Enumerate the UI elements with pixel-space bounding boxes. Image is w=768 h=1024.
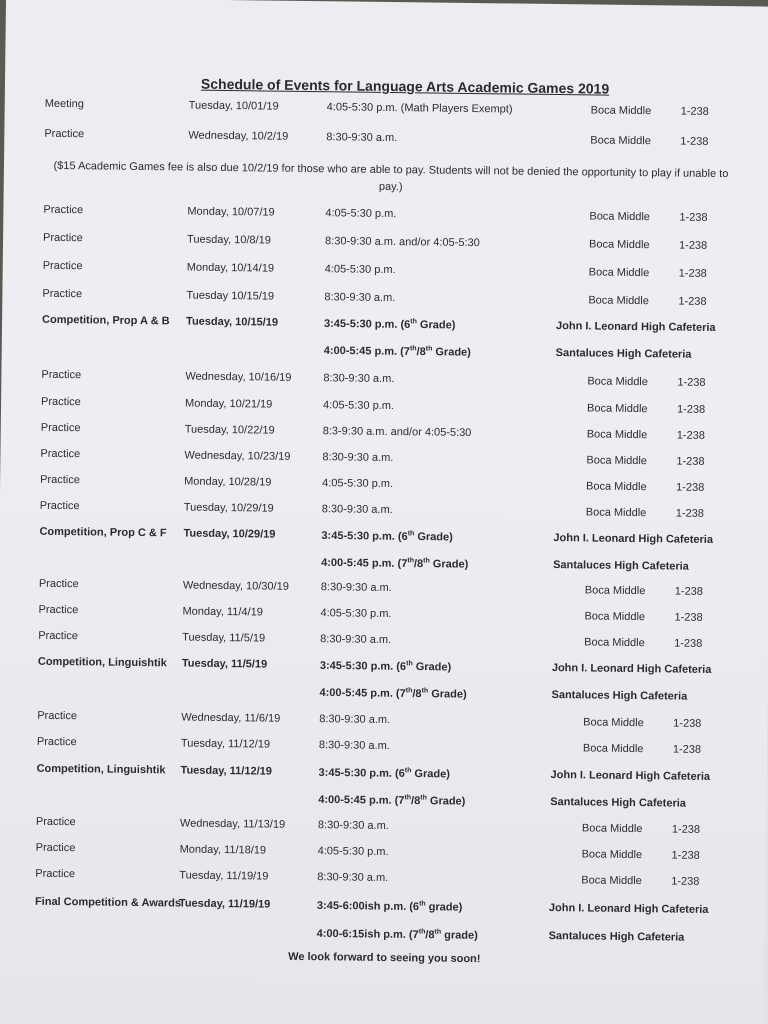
event-type: Practice	[35, 841, 76, 855]
event-room: 1-238	[676, 429, 705, 442]
event-time: 4:05-5:30 p.m. (Math Players Exempt)	[326, 101, 513, 116]
event-type: Practice	[42, 259, 83, 273]
event-venue: Santaluces High Cafeteria	[548, 929, 685, 944]
event-venue: Santaluces High Cafeteria	[553, 559, 689, 573]
event-location: Boca Middle	[590, 104, 652, 118]
event-venue: John I. Leonard High Cafeteria	[551, 662, 712, 676]
event-time: 8:30-9:30 a.m.	[322, 451, 394, 465]
event-time: 8:30-9:30 a.m.	[323, 372, 395, 386]
event-type: Final Competition & Awards	[34, 895, 182, 910]
event-type: Practice	[38, 629, 79, 643]
event-date: Tuesday, 11/19/19	[178, 897, 271, 911]
event-room: 1-238	[679, 211, 708, 224]
event-room: 1-238	[680, 135, 709, 148]
schedule-row	[1, 368, 761, 399]
event-date: Tuesday, 10/29/19	[183, 501, 274, 515]
event-room: 1-238	[674, 611, 703, 624]
event-date: Wednesday, 10/16/19	[185, 370, 292, 384]
event-type: Competition, Linguishtik	[36, 762, 166, 777]
event-time: 4:05-5:30 p.m.	[317, 845, 389, 859]
schedule-row	[2, 340, 762, 371]
event-room: 1-238	[676, 481, 705, 494]
event-location: Boca Middle	[586, 480, 647, 494]
event-date: Tuesday, 10/8/19	[187, 233, 271, 247]
event-venue: Santaluces High Cafeteria	[555, 347, 692, 361]
schedule-row	[2, 313, 762, 344]
event-date: Tuesday, 10/22/19	[184, 423, 275, 437]
event-date: Monday, 11/4/19	[182, 605, 263, 619]
event-type: Practice	[40, 473, 80, 487]
schedule-row	[0, 895, 755, 926]
event-location: Boca Middle	[588, 238, 650, 252]
event-location: Boca Middle	[587, 375, 648, 389]
event-type: Competition, Prop C & F	[39, 525, 167, 540]
event-room: 1-238	[671, 875, 700, 888]
event-time: 8:30-9:30 a.m.	[317, 871, 389, 885]
event-date: Tuesday, 10/15/19	[186, 315, 279, 329]
event-location: Boca Middle	[588, 294, 649, 308]
event-time: 8:30-9:30 a.m.	[326, 131, 398, 145]
event-type: Practice	[38, 603, 79, 617]
event-room: 1-238	[672, 743, 702, 756]
event-date: Monday, 11/18/19	[179, 843, 267, 857]
event-location: Boca Middle	[582, 742, 644, 756]
event-time: 8:30-9:30 a.m.	[319, 713, 391, 727]
schedule-row	[0, 735, 757, 766]
event-room: 1-238	[675, 507, 704, 520]
event-room: 1-238	[677, 376, 706, 389]
event-room: 1-238	[673, 717, 702, 730]
event-room: 1-238	[678, 239, 708, 252]
event-type: Practice	[36, 735, 77, 749]
event-type: Practice	[43, 203, 84, 217]
event-date: Tuesday 10/15/19	[186, 289, 275, 303]
event-room: 1-238	[678, 295, 707, 308]
event-date: Wednesday, 10/2/19	[188, 129, 289, 143]
schedule-row	[3, 231, 763, 262]
event-type: Practice	[44, 127, 85, 141]
event-location: Boca Middle	[581, 822, 643, 836]
closing-line: We look forward to seeing you soon!	[288, 950, 481, 966]
event-location: Boca Middle	[584, 610, 646, 624]
event-time: 8:30-9:30 a.m.	[320, 633, 392, 647]
event-time: 3:45-5:30 p.m. (6th Grade)	[319, 659, 452, 674]
event-type: Practice	[40, 421, 81, 435]
event-date: Monday, 10/07/19	[187, 205, 275, 219]
event-time: 4:05-5:30 p.m.	[324, 263, 396, 277]
event-date: Tuesday, 11/5/19	[181, 657, 268, 671]
event-time: 8:30-9:30 a.m.	[324, 291, 396, 305]
event-location: Boca Middle	[589, 210, 651, 224]
event-time: 8:30-9:30 a.m.	[320, 581, 392, 595]
event-room: 1-238	[676, 455, 705, 468]
event-time: 3:45-5:30 p.m. (6th Grade)	[318, 766, 450, 781]
fee-note: ($15 Academic Games fee is also due 10/2/19 for those who are able to pay. Students will not be denied the opportunity to play if unable to pay.)	[53, 159, 729, 194]
event-date: Wednesday, 11/6/19	[181, 711, 281, 725]
event-room: 1-238	[671, 849, 700, 862]
event-venue: John I. Leonard High Cafeteria	[550, 769, 711, 783]
event-time: 3:45-5:30 p.m. (6th Grade)	[321, 529, 453, 544]
event-type: Practice	[35, 815, 76, 829]
event-location: Boca Middle	[584, 636, 645, 650]
event-date: Tuesday, 11/19/19	[179, 869, 269, 883]
event-date: Wednesday, 11/13/19	[179, 817, 286, 831]
event-time: 4:05-5:30 p.m.	[322, 399, 395, 413]
event-time: 4:00-5:45 p.m. (7th/8th Grade)	[319, 686, 467, 701]
event-location: Boca Middle	[586, 428, 648, 442]
event-location: Boca Middle	[586, 402, 648, 416]
schedule-row	[5, 97, 765, 128]
event-date: Wednesday, 10/30/19	[182, 579, 289, 593]
event-type: Practice	[39, 499, 80, 513]
event-type: Practice	[41, 395, 81, 409]
event-time: 4:00-6:15ish p.m. (7th/8th grade)	[316, 927, 478, 942]
event-location: Boca Middle	[583, 716, 644, 730]
event-time: 8:3-9:30 a.m. and/or 4:05-5:30	[322, 425, 472, 440]
event-location: Boca Middle	[581, 874, 642, 888]
event-date: Tuesday, 10/01/19	[188, 99, 279, 113]
event-type: Practice	[37, 709, 78, 723]
event-time: 8:30-9:30 a.m. and/or 4:05-5:30	[324, 235, 480, 250]
event-room: 1-238	[678, 267, 707, 280]
event-room: 1-238	[671, 823, 701, 836]
event-type: Practice	[43, 231, 83, 245]
schedule-row	[0, 762, 757, 793]
schedule-row	[3, 203, 763, 234]
event-time: 4:00-5:45 p.m. (7th/8th Grade)	[321, 556, 469, 571]
event-venue: Santaluces High Cafeteria	[550, 796, 687, 810]
schedule-row	[4, 127, 764, 158]
event-type: Competition, Prop A & B	[42, 313, 170, 328]
event-date: Monday, 10/21/19	[185, 397, 273, 411]
event-time: 4:05-5:30 p.m.	[325, 207, 397, 221]
event-room: 1-238	[674, 637, 703, 650]
event-date: Monday, 10/14/19	[186, 261, 275, 275]
event-type: Practice	[40, 447, 81, 461]
event-date: Tuesday, 10/29/19	[183, 527, 276, 541]
event-date: Monday, 10/28/19	[184, 475, 272, 489]
event-time: 8:30-9:30 a.m.	[321, 503, 393, 517]
schedule-row	[0, 655, 758, 686]
schedule-row	[3, 259, 763, 290]
event-type: Practice	[41, 368, 82, 382]
event-location: Boca Middle	[590, 134, 651, 148]
event-location: Boca Middle	[586, 454, 648, 468]
event-location: Boca Middle	[588, 266, 650, 280]
event-room: 1-238	[680, 105, 709, 118]
event-time: 4:05-5:30 p.m.	[320, 607, 392, 621]
event-venue: John I. Leonard High Cafeteria	[553, 532, 714, 546]
event-location: Boca Middle	[581, 848, 643, 862]
event-date: Tuesday, 11/12/19	[180, 737, 271, 751]
event-type: Practice	[42, 287, 83, 301]
page-title: Schedule of Events for Language Arts Academic Games 2019	[200, 75, 610, 97]
event-location: Boca Middle	[585, 506, 647, 520]
event-time: 4:00-5:45 p.m. (7th/8th Grade)	[318, 793, 466, 808]
schedule-row	[0, 525, 760, 556]
event-venue: John I. Leonard High Cafeteria	[548, 901, 709, 916]
event-type: Competition, Linguishtik	[37, 655, 167, 670]
event-date: Tuesday, 11/5/19	[182, 631, 266, 645]
event-date: Tuesday, 11/12/19	[180, 764, 272, 778]
event-time: 4:05-5:30 p.m.	[322, 477, 394, 491]
event-venue: John I. Leonard High Cafeteria	[555, 320, 716, 334]
event-time: 3:45-5:30 p.m. (6th Grade)	[323, 317, 456, 332]
event-date: Wednesday, 10/23/19	[184, 449, 291, 463]
event-time: 3:45-6:00ish p.m. (6th grade)	[316, 899, 463, 914]
event-location: Boca Middle	[584, 584, 646, 598]
schedule-row	[0, 682, 758, 713]
event-time: 8:30-9:30 a.m.	[318, 739, 390, 753]
event-room: 1-238	[674, 585, 704, 598]
event-type: Practice	[35, 867, 76, 881]
event-type: Practice	[38, 577, 79, 591]
event-room: 1-238	[676, 403, 706, 416]
schedule-row	[0, 867, 755, 898]
event-type: Meeting	[44, 97, 84, 111]
event-time: 8:30-9:30 a.m.	[317, 819, 389, 833]
event-venue: Santaluces High Cafeteria	[551, 689, 688, 703]
event-time: 4:00-5:45 p.m. (7th/8th Grade)	[323, 344, 471, 359]
